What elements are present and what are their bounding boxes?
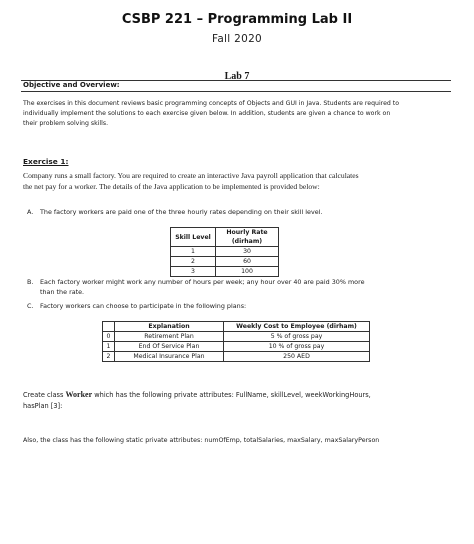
column-header: Explanation [115, 322, 224, 332]
table-cell: 30 [216, 247, 279, 257]
semester-label: Fall 2020 [211, 33, 263, 45]
objective-line-1: The exercises in this document reviews basic programming concepts of Objects and GUI in Java. Students are required to [23, 100, 400, 107]
static-attributes-line: Also, the class has the following static private attributes: numOfEmp, totalSalaries, maxSalary, maxSalaryPerson [23, 437, 380, 444]
objective-divider [21, 91, 451, 92]
list-item-text-continued: than the rate. [40, 288, 85, 296]
column-header: Skill Level [171, 228, 216, 247]
table-cell: 10 % of gross pay [224, 342, 370, 352]
table-cell: 100 [216, 267, 279, 277]
exercise-intro-line-2: the net pay for a worker. The details of the Java application to be implemented is provided below: [23, 182, 320, 191]
table-row [103, 342, 370, 352]
objective-line-2: individually implement the solutions to each exercise given below. In addition, students are given a chance to work on [23, 110, 391, 117]
list-marker: B. [27, 278, 34, 286]
table-header-row [103, 322, 370, 332]
lab-number: Lab 7 [224, 71, 250, 82]
list-marker: A. [27, 208, 34, 216]
table-cell: Retirement Plan [115, 332, 224, 342]
list-item-text: Factory workers can choose to participate in the following plans: [40, 302, 247, 310]
worker-class-line-1 [23, 390, 453, 400]
course-title: CSBP 221 – Programming Lab II [121, 12, 353, 27]
list-item-c [27, 301, 450, 311]
exercise-title: Exercise 1: [23, 157, 69, 166]
list-item-text: Each factory worker might work any number of hours per week; any hour over 40 are paid 30% more [40, 278, 365, 286]
plans-table [102, 321, 370, 362]
exercise-intro-line-1: Company runs a small factory. You are required to create an interactive Java payroll application that calculates [23, 171, 359, 180]
table-cell: 60 [216, 257, 279, 267]
table-cell: 1 [103, 342, 115, 352]
table-cell: 2 [171, 257, 216, 267]
table-cell: 250 AED [224, 352, 370, 362]
table-cell: 0 [103, 332, 115, 342]
list-item-text: The factory workers are paid one of the three hourly rates depending on their skill level. [40, 208, 323, 216]
table-row [103, 352, 370, 362]
column-header: Weekly Cost to Employee (dirham) [224, 322, 370, 332]
worker-class-name: Worker [65, 390, 93, 399]
objective-line-3: their problem solving skills. [23, 120, 109, 127]
table-row [171, 257, 279, 267]
column-header: Hourly Rate (dirham) [216, 228, 279, 247]
table-cell: 3 [171, 267, 216, 277]
worker-class-line-2: hasPlan [3]: [23, 402, 63, 410]
table-row [171, 247, 279, 257]
hourly-rates-table [170, 227, 279, 277]
list-marker: C. [27, 302, 34, 310]
worker-line-prefix: Create class [23, 391, 66, 399]
table-row [171, 267, 279, 277]
table-header-row [171, 228, 279, 247]
objective-heading: Objective and Overview: [23, 81, 120, 89]
list-item-a [27, 207, 450, 217]
table-cell: Medical Insurance Plan [115, 352, 224, 362]
column-header [103, 322, 115, 332]
table-cell: End Of Service Plan [115, 342, 224, 352]
worker-line-suffix: which has the following private attributes: FullName, skillLevel, weekWorkingHours, [92, 391, 371, 399]
table-cell: 1 [171, 247, 216, 257]
table-cell: 2 [103, 352, 115, 362]
list-item-b [27, 277, 450, 297]
table-row [103, 332, 370, 342]
table-cell: 5 % of gross pay [224, 332, 370, 342]
